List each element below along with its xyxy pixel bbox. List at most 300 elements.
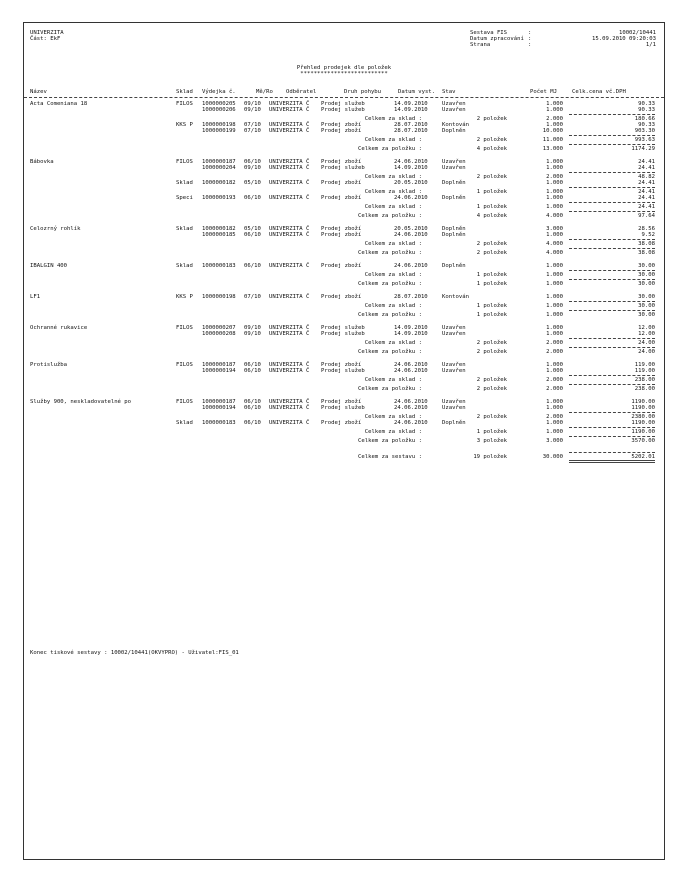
cell-date: 24.06.2010: [394, 405, 428, 411]
cell-price: 24.41: [638, 165, 655, 171]
col-odberatel: Odběratel: [286, 89, 317, 95]
header-colon: :: [528, 36, 532, 42]
cell-price: 24.00: [638, 340, 655, 346]
header-key: Strana: [470, 42, 491, 48]
header-value: 15.09.2010 09:20:03: [592, 36, 656, 42]
cell-qty: 1.000: [546, 312, 563, 318]
cell-druh: Prodej zboží: [321, 399, 362, 405]
cell-price: 238.00: [634, 377, 655, 383]
cell-doc: 1000000183: [202, 420, 236, 426]
cell-date: 14.09.2010: [394, 101, 428, 107]
cell-count: 2 položek: [476, 340, 507, 346]
cell-label: Celkem za položku :: [358, 250, 422, 256]
cell-mr: 06/10: [244, 420, 261, 426]
rule-line: [569, 279, 655, 280]
cell-price: 5202.01: [631, 454, 655, 460]
cell-doc: 1000000187: [202, 159, 236, 165]
cell-odb: UNIVERZITA Č: [269, 101, 310, 107]
cell-odb: UNIVERZITA Č: [269, 122, 310, 128]
cell-stav: Doplněn: [442, 420, 466, 426]
cell-mr: 09/10: [244, 165, 261, 171]
cell-sklad: Sklad: [176, 420, 193, 426]
group-spacer: [24, 444, 664, 451]
cell-qty: 2.000: [546, 116, 563, 122]
cell-label: Celkem za sklad :: [364, 241, 422, 247]
cell-price: 30.00: [638, 272, 655, 278]
subtotal-row: [24, 312, 664, 318]
cell-label: Celkem za sklad :: [364, 189, 422, 195]
cell-date: 14.09.2010: [394, 107, 428, 113]
subtotal-row: [24, 213, 664, 219]
rule-line: [569, 384, 655, 385]
cell-label: Celkem za položku :: [358, 349, 422, 355]
col-vydejka: Výdejka č.: [202, 89, 236, 95]
rule-line: [569, 202, 655, 203]
cell-name: Celozrný rohlík: [30, 226, 81, 232]
cell-sklad: FILOS: [176, 362, 193, 368]
rule-line: [569, 248, 655, 249]
cell-count: 4 položek: [476, 213, 507, 219]
group-spacer: [24, 318, 664, 325]
cell-count: 1 položek: [476, 272, 507, 278]
cell-druh: Prodej zboží: [321, 195, 362, 201]
cell-sklad: FILOS: [176, 159, 193, 165]
cell-odb: UNIVERZITA Č: [269, 128, 310, 134]
col-stav: Stav: [442, 89, 456, 95]
cell-label: Celkem za sklad :: [364, 340, 422, 346]
cell-date: 28.07.2010: [394, 122, 428, 128]
cell-qty: 1.000: [546, 272, 563, 278]
cell-sklad: Sklad: [176, 263, 193, 269]
header-colon: :: [528, 42, 532, 48]
group-spacer: [24, 287, 664, 294]
cell-price: 38.08: [638, 241, 655, 247]
subtotal-row: [24, 281, 664, 287]
cell-stav: Uzavřen: [442, 331, 466, 337]
report-header-left: [30, 30, 64, 42]
cell-stav: Doplněn: [442, 195, 466, 201]
cell-doc: 1000000187: [202, 399, 236, 405]
cell-mr: 06/10: [244, 263, 261, 269]
cell-doc: 1000000208: [202, 331, 236, 337]
header-row: [470, 42, 656, 48]
cell-count: 1 položek: [476, 312, 507, 318]
cell-qty: 1.000: [546, 368, 563, 374]
cell-qty: 1.000: [546, 331, 563, 337]
cell-price: 97.64: [638, 213, 655, 219]
cell-mr: 06/10: [244, 368, 261, 374]
cell-qty: 1.000: [546, 101, 563, 107]
cell-sklad: Speci: [176, 195, 193, 201]
cell-stav: Uzavřen: [442, 107, 466, 113]
cell-odb: UNIVERZITA Č: [269, 180, 310, 186]
cell-label: Celkem za sklad :: [364, 116, 422, 122]
cell-druh: Prodej zboží: [321, 362, 362, 368]
cell-price: 12.00: [638, 331, 655, 337]
cell-druh: Prodej zboží: [321, 226, 362, 232]
cell-odb: UNIVERZITA Č: [269, 405, 310, 411]
cell-count: 2 položek: [476, 174, 507, 180]
cell-doc: 1000000194: [202, 405, 236, 411]
cell-date: 20.05.2010: [394, 226, 428, 232]
rule-line: [569, 452, 655, 453]
cell-odb: UNIVERZITA Č: [269, 226, 310, 232]
header-value: 10002/10441: [618, 30, 656, 36]
cell-odb: UNIVERZITA Č: [269, 159, 310, 165]
cell-price: 28.56: [638, 226, 655, 232]
cell-qty: 30.000: [542, 454, 563, 460]
cell-price: 180.66: [634, 116, 655, 122]
cell-sklad: KKS P: [176, 122, 193, 128]
cell-druh: Prodej zboží: [321, 122, 362, 128]
cell-stav: Uzavřen: [442, 325, 466, 331]
cell-qty: 1.000: [546, 263, 563, 269]
rule-line: [569, 172, 655, 173]
cell-stav: Uzavřen: [442, 101, 466, 107]
cell-doc: 1000000204: [202, 165, 236, 171]
cell-price: 90.33: [638, 101, 655, 107]
cell-price: 119.00: [634, 362, 655, 368]
cell-odb: UNIVERZITA Č: [269, 107, 310, 113]
cell-stav: Uzavřen: [442, 159, 466, 165]
cell-qty: 2.000: [546, 414, 563, 420]
subtotal-row: [24, 386, 664, 392]
col-mr: Mě/Ro: [256, 89, 273, 95]
rule-line: [569, 135, 655, 136]
cell-mr: 07/10: [244, 294, 261, 300]
cell-stav: Kontován: [442, 294, 469, 300]
cell-doc: 1000000198: [202, 294, 236, 300]
cell-price: 3570.00: [631, 438, 655, 444]
cell-qty: 1.000: [546, 429, 563, 435]
cell-price: 24.41: [638, 189, 655, 195]
cell-qty: 3.000: [546, 438, 563, 444]
cell-sklad: Sklad: [176, 226, 193, 232]
report-page: [23, 22, 665, 860]
cell-name: LF1: [30, 294, 41, 300]
cell-druh: Prodej zboží: [321, 263, 362, 269]
cell-date: 24.06.2010: [394, 420, 428, 426]
rule-line: [569, 114, 655, 115]
cell-doc: 1000000207: [202, 325, 236, 331]
cell-sklad: FILOS: [176, 101, 193, 107]
rule-line: [569, 301, 655, 302]
cell-qty: 1.000: [546, 420, 563, 426]
cell-date: 24.06.2010: [394, 362, 428, 368]
cell-qty: 13.000: [542, 146, 563, 152]
cell-name: Služby 900, neskladovatelné po: [30, 399, 132, 405]
cell-odb: UNIVERZITA Č: [269, 331, 310, 337]
cell-date: 24.06.2010: [394, 368, 428, 374]
cell-mr: 09/10: [244, 101, 261, 107]
cell-price: 30.00: [638, 294, 655, 300]
cell-qty: 1.000: [546, 303, 563, 309]
cell-mr: 09/10: [244, 331, 261, 337]
cell-label: Celkem za sklad :: [364, 414, 422, 420]
cell-odb: UNIVERZITA Č: [269, 368, 310, 374]
cell-price: 119.00: [634, 368, 655, 374]
report-footer: Konec tiskové sestavy : 10002/10441(OKVYPRO) - Uživatel:FIS_01: [30, 650, 239, 656]
cell-qty: 1.000: [546, 362, 563, 368]
cell-stav: Doplněn: [442, 128, 466, 134]
cell-qty: 1.000: [546, 405, 563, 411]
rule-line: [569, 375, 655, 376]
cell-label: Celkem za sklad :: [364, 303, 422, 309]
cell-name: IBALGIN 400: [30, 263, 68, 269]
cell-mr: 07/10: [244, 128, 261, 134]
cell-price: 1190.00: [631, 429, 655, 435]
cell-stav: Uzavřen: [442, 362, 466, 368]
cell-qty: 1.000: [546, 122, 563, 128]
cell-count: 2 položek: [476, 137, 507, 143]
group-spacer: [24, 219, 664, 226]
cell-doc: 1000000194: [202, 368, 236, 374]
cell-odb: UNIVERZITA Č: [269, 420, 310, 426]
col-datum: Datum vyst.: [398, 89, 436, 95]
cell-doc: 1000000182: [202, 226, 236, 232]
cell-name: Acta Comeniana 18: [30, 101, 88, 107]
report-title-text: Přehled prodejek dle položek: [296, 65, 392, 71]
subtotal-row: [24, 349, 664, 355]
col-sklad: Sklad: [176, 89, 193, 95]
cell-druh: Prodej zboží: [321, 128, 362, 134]
cell-date: 14.09.2010: [394, 325, 428, 331]
rule-line: [569, 187, 655, 188]
cell-count: 1 položek: [476, 429, 507, 435]
cell-date: 24.06.2010: [394, 159, 428, 165]
header-colon: :: [528, 30, 532, 36]
group-spacer: [24, 355, 664, 362]
cell-odb: UNIVERZITA Č: [269, 294, 310, 300]
cell-qty: 2.000: [546, 386, 563, 392]
cell-stav: Doplněn: [442, 263, 466, 269]
cell-count: 1 položek: [476, 189, 507, 195]
cell-label: Celkem za položku :: [358, 281, 422, 287]
cell-price: 48.82: [638, 174, 655, 180]
column-headers: [24, 89, 664, 98]
cell-date: 24.06.2010: [394, 263, 428, 269]
rule-line: [569, 144, 655, 145]
group-spacer: [24, 256, 664, 263]
rule-line: [569, 270, 655, 271]
cell-price: 9.52: [641, 232, 655, 238]
cell-count: 2 položek: [476, 250, 507, 256]
cell-count: 3 položek: [476, 438, 507, 444]
cell-mr: 06/10: [244, 232, 261, 238]
cell-mr: 09/10: [244, 107, 261, 113]
cell-druh: Prodej služeb: [321, 107, 365, 113]
cell-label: Celkem za položku :: [358, 386, 422, 392]
cell-doc: 1000000183: [202, 263, 236, 269]
cell-stav: Uzavřen: [442, 405, 466, 411]
cell-odb: UNIVERZITA Č: [269, 195, 310, 201]
cell-doc: 1000000206: [202, 107, 236, 113]
cell-price: 1190.00: [631, 399, 655, 405]
cell-count: 1 položek: [476, 204, 507, 210]
cell-druh: Prodej zboží: [321, 420, 362, 426]
col-nazev: Název: [30, 89, 47, 95]
cell-mr: 06/10: [244, 405, 261, 411]
cell-price: 38.08: [638, 250, 655, 256]
cell-doc: 1000000182: [202, 180, 236, 186]
cell-qty: 1.000: [546, 294, 563, 300]
cell-label: Celkem za sestavu :: [358, 454, 422, 460]
cell-qty: 2.000: [546, 340, 563, 346]
cell-count: 19 položek: [473, 454, 507, 460]
cell-label: Celkem za sklad :: [364, 204, 422, 210]
cell-odb: UNIVERZITA Č: [269, 263, 310, 269]
cell-druh: Prodej služeb: [321, 331, 365, 337]
rule-line: [569, 412, 655, 413]
cell-qty: 1.000: [546, 189, 563, 195]
cell-doc: 1000000199: [202, 128, 236, 134]
cell-qty: 4.000: [546, 250, 563, 256]
cell-price: 903.30: [634, 128, 655, 134]
org-name: UNIVERZITA: [30, 30, 64, 36]
rule-line: [569, 338, 655, 339]
cell-doc: 1000000193: [202, 195, 236, 201]
cell-label: Celkem za položku :: [358, 438, 422, 444]
cell-name: Bábovka: [30, 159, 54, 165]
report-body: [24, 101, 664, 463]
rule-line: [569, 460, 655, 463]
cell-stav: Doplněn: [442, 226, 466, 232]
cell-druh: Prodej služeb: [321, 405, 365, 411]
cell-qty: 1.000: [546, 107, 563, 113]
header-value: 1/1: [645, 42, 656, 48]
cell-odb: UNIVERZITA Č: [269, 399, 310, 405]
group-spacer: [24, 392, 664, 399]
cell-doc: 1000000205: [202, 101, 236, 107]
cell-stav: Doplněn: [442, 232, 466, 238]
cell-count: 4 položek: [476, 146, 507, 152]
cell-price: 24.41: [638, 180, 655, 186]
cell-count: 2 položek: [476, 116, 507, 122]
group-spacer: [24, 152, 664, 159]
cell-qty: 1.000: [546, 204, 563, 210]
rule-line: [569, 211, 655, 212]
cell-price: 30.00: [638, 312, 655, 318]
header-key: Sestava FIS: [470, 30, 508, 36]
cell-qty: 2.000: [546, 174, 563, 180]
cell-mr: 09/10: [244, 325, 261, 331]
cell-price: 24.41: [638, 159, 655, 165]
cell-price: 12.00: [638, 325, 655, 331]
cell-mr: 07/10: [244, 122, 261, 128]
cell-odb: UNIVERZITA Č: [269, 362, 310, 368]
cell-doc: 1000000187: [202, 362, 236, 368]
cell-price: 1174.29: [631, 146, 655, 152]
cell-price: 238.00: [634, 386, 655, 392]
cell-stav: Uzavřen: [442, 165, 466, 171]
cell-odb: UNIVERZITA Č: [269, 325, 310, 331]
subtotal-row: [24, 438, 664, 444]
cell-price: 24.41: [638, 195, 655, 201]
rule-line: [569, 347, 655, 348]
cell-stav: Kontován: [442, 122, 469, 128]
cell-label: Celkem za sklad :: [364, 429, 422, 435]
cell-doc: 1000000185: [202, 232, 236, 238]
rule-line: [569, 239, 655, 240]
cell-label: Celkem za položku :: [358, 312, 422, 318]
col-cena: Celk.cena vč.DPH: [572, 89, 626, 95]
cell-price: 30.00: [638, 303, 655, 309]
cell-date: 20.05.2010: [394, 180, 428, 186]
cell-count: 2 položek: [476, 386, 507, 392]
cell-price: 90.33: [638, 122, 655, 128]
org-part: Část: EkF: [30, 36, 61, 42]
cell-label: Celkem za sklad :: [364, 272, 422, 278]
cell-qty: 1.000: [546, 165, 563, 171]
cell-druh: Prodej zboží: [321, 294, 362, 300]
cell-sklad: FILOS: [176, 399, 193, 405]
cell-date: 24.06.2010: [394, 195, 428, 201]
cell-qty: 1.000: [546, 281, 563, 287]
cell-mr: 06/10: [244, 159, 261, 165]
cell-qty: 1.000: [546, 232, 563, 238]
cell-stav: Doplněn: [442, 180, 466, 186]
cell-qty: 3.000: [546, 226, 563, 232]
cell-name: Ochranné rukavice: [30, 325, 88, 331]
subtotal-row: [24, 146, 664, 152]
cell-druh: Prodej služeb: [321, 368, 365, 374]
cell-qty: 2.000: [546, 349, 563, 355]
rule-line: [569, 427, 655, 428]
cell-stav: Uzavřen: [442, 399, 466, 405]
cell-odb: UNIVERZITA Č: [269, 232, 310, 238]
rule-line: [569, 310, 655, 311]
cell-qty: 1.000: [546, 195, 563, 201]
cell-price: 1190.00: [631, 420, 655, 426]
cell-date: 28.07.2010: [394, 128, 428, 134]
cell-price: 90.33: [638, 107, 655, 113]
cell-druh: Prodej služeb: [321, 325, 365, 331]
cell-label: Celkem za sklad :: [364, 377, 422, 383]
cell-druh: Prodej zboží: [321, 159, 362, 165]
cell-druh: Prodej služeb: [321, 165, 365, 171]
col-druh: Druh pohybu: [344, 89, 382, 95]
cell-mr: 05/10: [244, 180, 261, 186]
cell-sklad: FILOS: [176, 325, 193, 331]
rule-line: [569, 436, 655, 437]
cell-label: Celkem za sklad :: [364, 174, 422, 180]
cell-count: 2 položek: [476, 241, 507, 247]
cell-qty: 4.000: [546, 213, 563, 219]
cell-date: 28.07.2010: [394, 294, 428, 300]
cell-qty: 4.000: [546, 241, 563, 247]
cell-druh: Prodej zboží: [321, 232, 362, 238]
cell-price: 30.00: [638, 281, 655, 287]
cell-date: 24.06.2010: [394, 399, 428, 405]
cell-mr: 05/10: [244, 226, 261, 232]
report-title-underline: **************************: [300, 71, 388, 77]
cell-odb: UNIVERZITA Č: [269, 165, 310, 171]
cell-sklad: Sklad: [176, 180, 193, 186]
cell-qty: 1.000: [546, 399, 563, 405]
cell-qty: 1.000: [546, 325, 563, 331]
cell-label: Celkem za položku :: [358, 146, 422, 152]
cell-druh: Prodej služeb: [321, 101, 365, 107]
cell-qty: 11.000: [542, 137, 563, 143]
cell-mr: 06/10: [244, 362, 261, 368]
report-header-right: [470, 30, 656, 48]
header-key: Datum zpracování: [470, 36, 524, 42]
cell-price: 993.63: [634, 137, 655, 143]
cell-name: Protislužba: [30, 362, 68, 368]
cell-label: Celkem za sklad :: [364, 137, 422, 143]
cell-price: 1190.00: [631, 405, 655, 411]
cell-mr: 06/10: [244, 195, 261, 201]
